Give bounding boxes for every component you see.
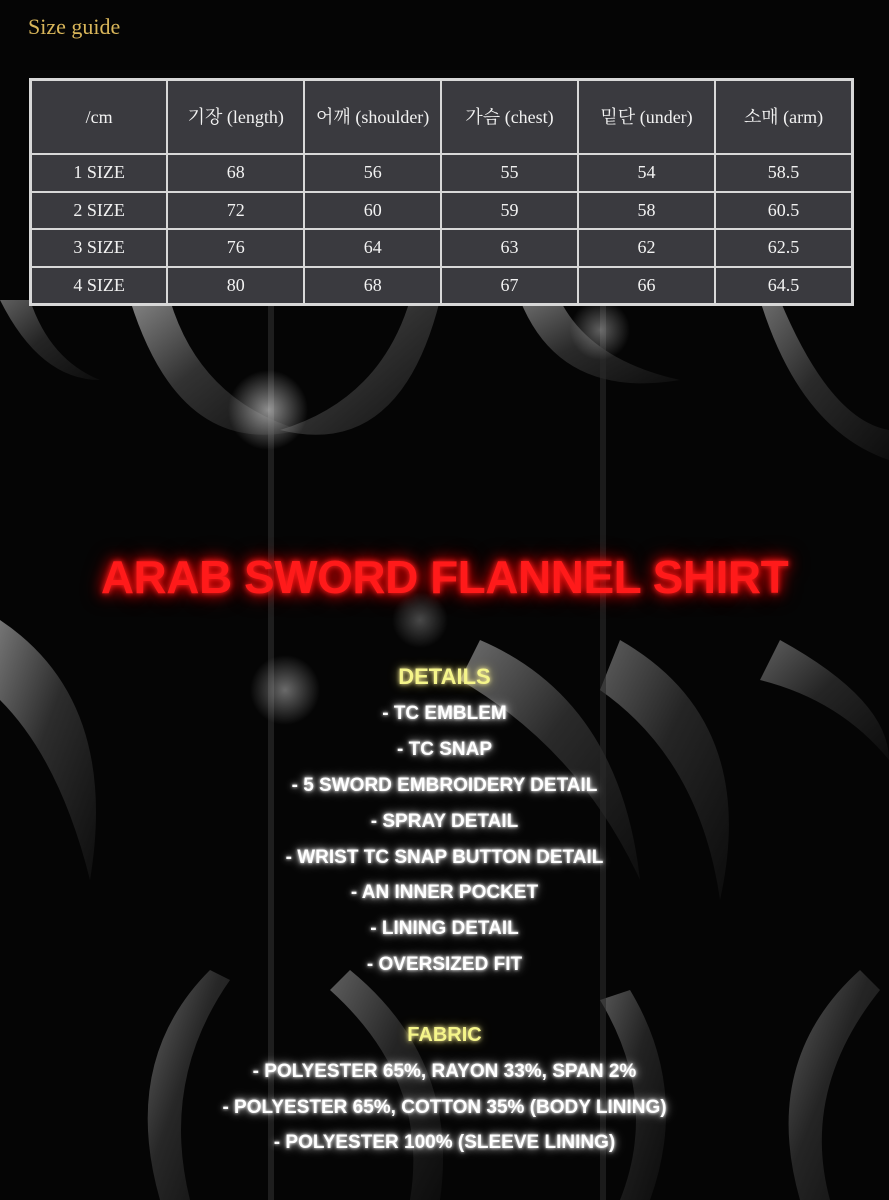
chest-value: 55 xyxy=(441,154,578,192)
size-guide-label: Size guide xyxy=(28,14,121,39)
arm-value: 58.5 xyxy=(715,154,852,192)
detail-item: - TC EMBLEM xyxy=(382,703,507,724)
under-value: 58 xyxy=(578,192,715,230)
shoulder-value: 64 xyxy=(304,229,441,267)
length-value: 80 xyxy=(167,267,304,305)
arm-value: 60.5 xyxy=(715,192,852,230)
detail-item: - AN INNER POCKET xyxy=(350,882,539,903)
fabric-item: - POLYESTER 65%, RAYON 33%, SPAN 2% xyxy=(252,1061,637,1082)
table-row xyxy=(31,192,852,230)
details-heading: DETAILS xyxy=(398,664,491,689)
under-value: 54 xyxy=(578,154,715,192)
header-length: 기장 (length) xyxy=(167,80,304,154)
shoulder-value: 56 xyxy=(304,154,441,192)
product-title: ARAB SWORD FLANNEL SHIRT xyxy=(100,551,789,603)
under-value: 66 xyxy=(578,267,715,305)
header-chest: 가슴 (chest) xyxy=(441,80,578,154)
length-value: 68 xyxy=(167,154,304,192)
header-arm: 소매 (arm) xyxy=(715,80,852,154)
length-value: 72 xyxy=(167,192,304,230)
detail-item: - LINING DETAIL xyxy=(370,918,519,939)
detail-item: - OVERSIZED FIT xyxy=(366,954,523,975)
fabric-item: - POLYESTER 100% (SLEEVE LINING) xyxy=(273,1132,616,1153)
detail-item: - 5 SWORD EMBROIDERY DETAIL xyxy=(291,775,598,796)
size-label: 1 SIZE xyxy=(31,154,167,192)
header-unit: /cm xyxy=(31,80,167,154)
table-header-row xyxy=(31,80,852,154)
size-label: 2 SIZE xyxy=(31,192,167,230)
arm-value: 62.5 xyxy=(715,229,852,267)
fabric-heading: FABRIC xyxy=(407,1024,482,1046)
detail-item: - SPRAY DETAIL xyxy=(370,811,519,832)
arm-value: 64.5 xyxy=(715,267,852,305)
size-label: 3 SIZE xyxy=(31,229,167,267)
table-row xyxy=(31,154,852,192)
under-value: 62 xyxy=(578,229,715,267)
detail-item: - TC SNAP xyxy=(397,739,492,760)
length-value: 76 xyxy=(167,229,304,267)
shoulder-value: 60 xyxy=(304,192,441,230)
header-under: 밑단 (under) xyxy=(578,80,715,154)
table-row xyxy=(31,267,852,305)
size-table xyxy=(29,78,854,306)
table-row xyxy=(31,229,852,267)
detail-item: - WRIST TC SNAP BUTTON DETAIL xyxy=(285,847,604,868)
header-shoulder: 어깨 (shoulder) xyxy=(304,80,441,154)
size-label: 4 SIZE xyxy=(31,267,167,305)
fabric-item: - POLYESTER 65%, COTTON 35% (BODY LINING) xyxy=(222,1097,667,1118)
shoulder-value: 68 xyxy=(304,267,441,305)
chest-value: 59 xyxy=(441,192,578,230)
chest-value: 67 xyxy=(441,267,578,305)
chest-value: 63 xyxy=(441,229,578,267)
